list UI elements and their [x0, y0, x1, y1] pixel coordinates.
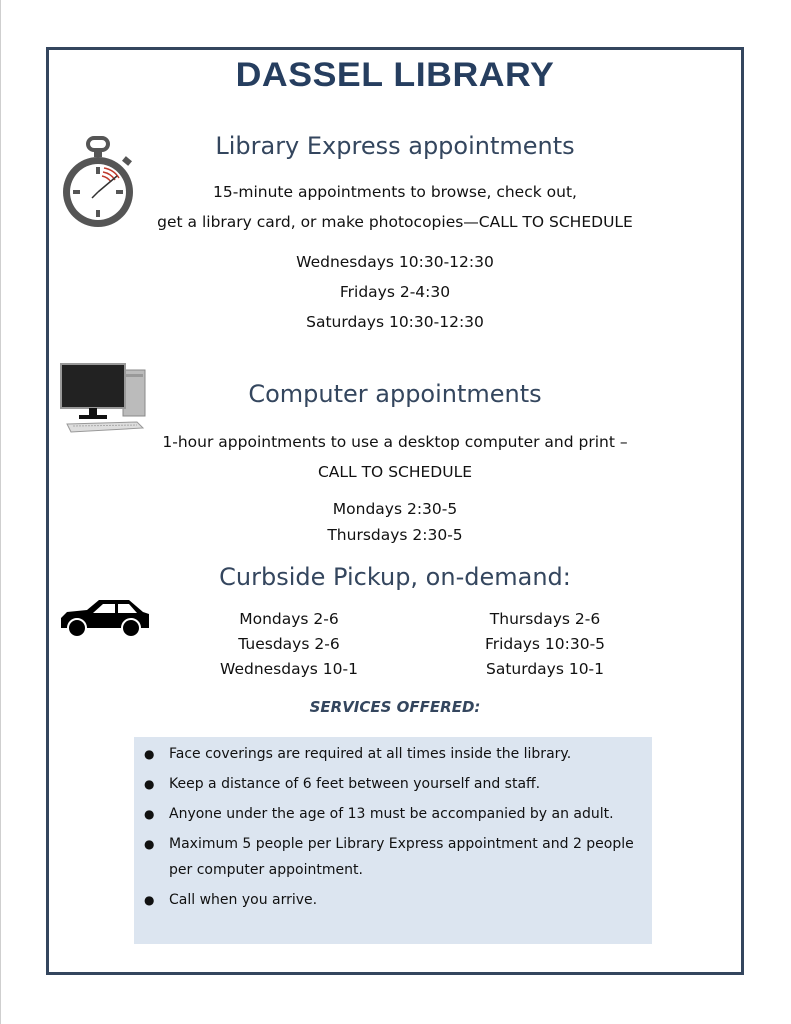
- page-edge: [0, 0, 1, 1024]
- curbside-hours-thursday: Thursdays 2-6: [489, 610, 601, 628]
- computer-description-line2: CALL TO SCHEDULE: [317, 463, 473, 481]
- computer-hours-monday: Mondays 2:30-5: [332, 500, 458, 518]
- computer-hours-thursday: Thursdays 2:30-5: [327, 526, 463, 544]
- bullet-icon: ●: [144, 747, 155, 761]
- express-description-line1: 15-minute appointments to browse, check out,: [213, 183, 577, 201]
- express-heading: Library Express appointments: [215, 132, 575, 160]
- car-icon: [59, 596, 151, 638]
- express-hours-saturday: Saturdays 10:30-12:30: [306, 313, 484, 331]
- services-item: ● Anyone under the age of 13 must be accompanied by an adult.: [142, 801, 642, 827]
- curbside-hours-friday: Fridays 10:30-5: [484, 635, 606, 653]
- bullet-icon: ●: [144, 777, 155, 791]
- curbside-hours-right: [435, 607, 655, 682]
- computer-heading: Computer appointments: [248, 380, 542, 408]
- curbside-heading: Curbside Pickup, on-demand:: [219, 563, 571, 591]
- page-title: DASSEL LIBRARY: [235, 56, 555, 94]
- bullet-icon: ●: [144, 807, 155, 821]
- services-item: ● Call when you arrive.: [142, 887, 642, 913]
- curbside-hours-monday: Mondays 2-6: [239, 610, 339, 628]
- express-description-line2: get a library card, or make photocopies—CALL TO SCHEDULE: [157, 213, 633, 231]
- curbside-hours-tuesday: Tuesdays 2-6: [238, 635, 340, 653]
- bullet-icon: ●: [144, 837, 155, 851]
- express-hours-friday: Fridays 2-4:30: [339, 283, 451, 301]
- services-item: ● Keep a distance of 6 feet between yourself and staff.: [142, 771, 642, 797]
- curbside-hours-saturday: Saturdays 10-1: [485, 660, 605, 678]
- bullet-icon: ●: [144, 893, 155, 907]
- services-item: ● Face coverings are required at all times inside the library.: [142, 741, 642, 767]
- curbside-hours-wednesday: Wednesdays 10-1: [220, 660, 358, 678]
- services-heading: SERVICES OFFERED:: [309, 698, 481, 716]
- flyer-frame: [46, 47, 744, 975]
- services-item: ● Maximum 5 people per Library Express appointment and 2 people per computer appointment.: [142, 831, 642, 883]
- services-box: [134, 737, 652, 944]
- computer-description-line1: 1-hour appointments to use a desktop computer and print –: [162, 433, 628, 451]
- services-list: [134, 737, 652, 913]
- express-hours-wednesday: Wednesdays 10:30-12:30: [296, 253, 494, 271]
- curbside-hours-left: [179, 607, 399, 682]
